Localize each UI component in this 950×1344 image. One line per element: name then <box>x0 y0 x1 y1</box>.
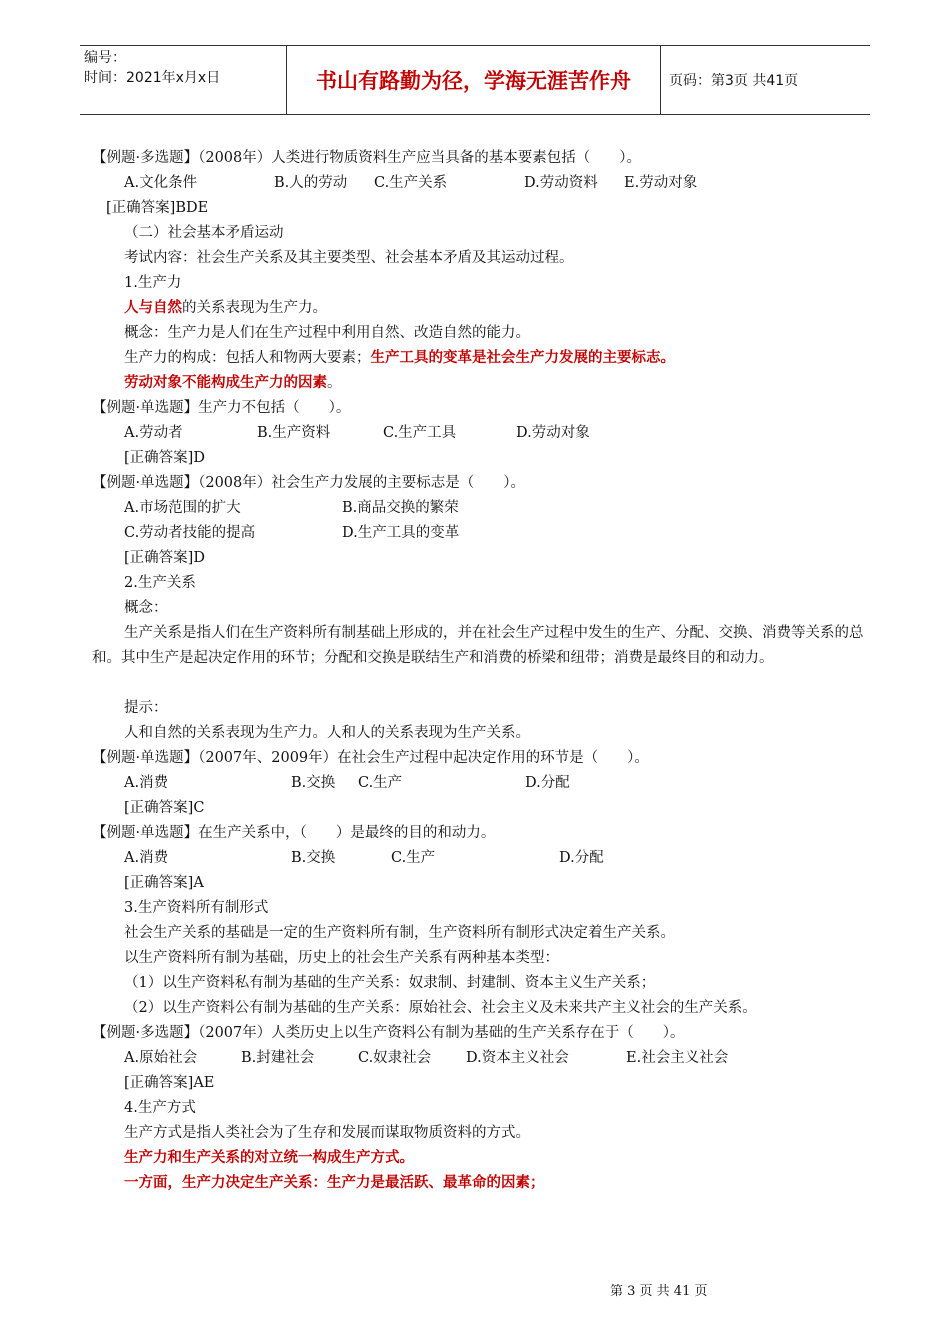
number-label: 编号： <box>84 50 126 66</box>
tip-text: 人和自然的关系表现为生产力。人和人的关系表现为生产关系。 <box>124 725 530 741</box>
option: D.分配 <box>525 775 570 791</box>
text-line: 以生产资料所有制为基础，历史上的社会生产关系有两种基本类型： <box>124 950 559 966</box>
q6-options <box>92 1046 867 1071</box>
header-page-label: 页码：第3页 共41页 <box>669 73 799 89</box>
text-line: 人与自然的关系表现为生产力。 <box>124 300 327 316</box>
emphasis-line: 一方面，生产力决定生产关系：生产力是最活跃、最革命的因素； <box>124 1175 545 1191</box>
text-line: 概念：生产力是人们在生产过程中利用自然、改造自然的能力。 <box>124 325 530 341</box>
q5-answer: [正确答案]A <box>124 875 204 891</box>
q5-options <box>92 846 867 871</box>
text-line: 劳动对象不能构成生产力的因素。 <box>124 375 342 391</box>
option: C.生产 <box>391 850 436 866</box>
emphasis: 生产工具的变革是社会生产力发展的主要标志。 <box>370 350 675 366</box>
option: B.交换 <box>291 775 336 791</box>
option: B.商品交换的繁荣 <box>342 500 459 516</box>
option: D.生产工具的变革 <box>342 525 460 541</box>
option: A.消费 <box>124 775 169 791</box>
q6-answer: [正确答案]AE <box>124 1075 215 1091</box>
section-heading: 1.生产力 <box>124 275 182 291</box>
option: B.生产资料 <box>257 425 331 441</box>
q2-options <box>92 421 867 446</box>
option: B.封建社会 <box>241 1050 315 1066</box>
section-heading: 4.生产方式 <box>124 1100 196 1116</box>
q4-stem: 【例题·单选题】（2007年、2009年）在社会生产过程中起决定作用的环节是（ ）。 <box>92 750 649 766</box>
section-title: （二）社会基本矛盾运动 <box>124 225 284 241</box>
emphasis: 劳动对象不能构成生产力的因素 <box>124 375 327 391</box>
q1-answer: [正确答案]BDE <box>106 200 209 216</box>
section-heading: 3.生产资料所有制形式 <box>124 900 269 916</box>
time-label: 时间：2021年x月x日 <box>84 70 221 86</box>
q3-answer: [正确答案]D <box>124 550 205 566</box>
option: C.生产关系 <box>374 175 448 191</box>
option: C.生产工具 <box>383 425 457 441</box>
text-line: 社会生产关系的基础是一定的生产资料所有制，生产资料所有制形式决定着生产关系。 <box>124 925 675 941</box>
option: B.交换 <box>291 850 336 866</box>
q1-stem: 【例题·多选题】（2008年）人类进行物质资料生产应当具备的基本要素包括（ ）。 <box>92 150 642 166</box>
q3-stem: 【例题·单选题】（2008年）社会生产力发展的主要标志是（ ）。 <box>92 475 526 491</box>
emphasis: 人与自然 <box>124 300 182 316</box>
text-line: 生产方式是指人类社会为了生存和发展而谋取物质资料的方式。 <box>124 1125 530 1141</box>
document-body <box>92 146 867 1196</box>
page-footer: 第 3 页 共 41 页 <box>610 1284 708 1299</box>
option: E.劳动对象 <box>624 175 698 191</box>
q4-options <box>92 771 867 796</box>
text-line: （2）以生产资料公有制为基础的生产关系：原始社会、社会主义及未来共产主义社会的生产关系。 <box>124 1000 757 1016</box>
option: A.市场范围的扩大 <box>124 500 241 516</box>
option: A.劳动者 <box>124 425 183 441</box>
header-meta <box>80 46 287 114</box>
option: B.人的劳动 <box>274 175 348 191</box>
option: C.劳动者技能的提高 <box>124 525 256 541</box>
q2-answer: [正确答案]D <box>124 450 205 466</box>
option: C.生产 <box>358 775 403 791</box>
text-line: 概念： <box>124 600 168 616</box>
header-motto: 书山有路勤为径，学海无涯苦作舟 <box>287 46 661 114</box>
q2-stem: 【例题·单选题】生产力不包括（ ）。 <box>92 400 351 416</box>
exam-content: 考试内容：社会生产关系及其主要类型、社会基本矛盾及其运动过程。 <box>124 250 574 266</box>
q1-options <box>92 171 867 196</box>
page-header <box>80 45 870 115</box>
option: C.奴隶社会 <box>358 1050 432 1066</box>
q6-stem: 【例题·多选题】（2007年）人类历史上以生产资料公有制为基础的生产关系存在于（ ）。 <box>92 1025 685 1041</box>
section-heading: 2.生产关系 <box>124 575 196 591</box>
option: D.劳动对象 <box>516 425 590 441</box>
emphasis-line: 生产力和生产关系的对立统一构成生产方式。 <box>124 1150 414 1166</box>
option: D.分配 <box>559 850 604 866</box>
option: D.劳动资料 <box>524 175 598 191</box>
tip-label: 提示： <box>124 700 168 716</box>
q5-stem: 【例题·单选题】在生产关系中，（ ）是最终的目的和动力。 <box>92 825 496 841</box>
option: A.原始社会 <box>124 1050 198 1066</box>
q4-answer: [正确答案]C <box>124 800 205 816</box>
option: E.社会主义社会 <box>626 1050 729 1066</box>
paragraph: 生产关系是指人们在生产资料所有制基础上形成的，并在社会生产过程中发生的生产、分配、交换、消费等关系的总和。其中生产是起决定作用的环节；分配和交换是联结生产和消费的桥梁和纽带；消费是最终目的和动力。 <box>92 625 864 666</box>
option: A.消费 <box>124 850 169 866</box>
option: A.文化条件 <box>124 175 198 191</box>
option: D.资本主义社会 <box>466 1050 569 1066</box>
text-line: （1）以生产资料私有制为基础的生产关系：奴隶制、封建制、资本主义生产关系； <box>124 975 656 991</box>
text-line: 生产力的构成：包括人和物两大要素；生产工具的变革是社会生产力发展的主要标志。 <box>124 350 675 366</box>
